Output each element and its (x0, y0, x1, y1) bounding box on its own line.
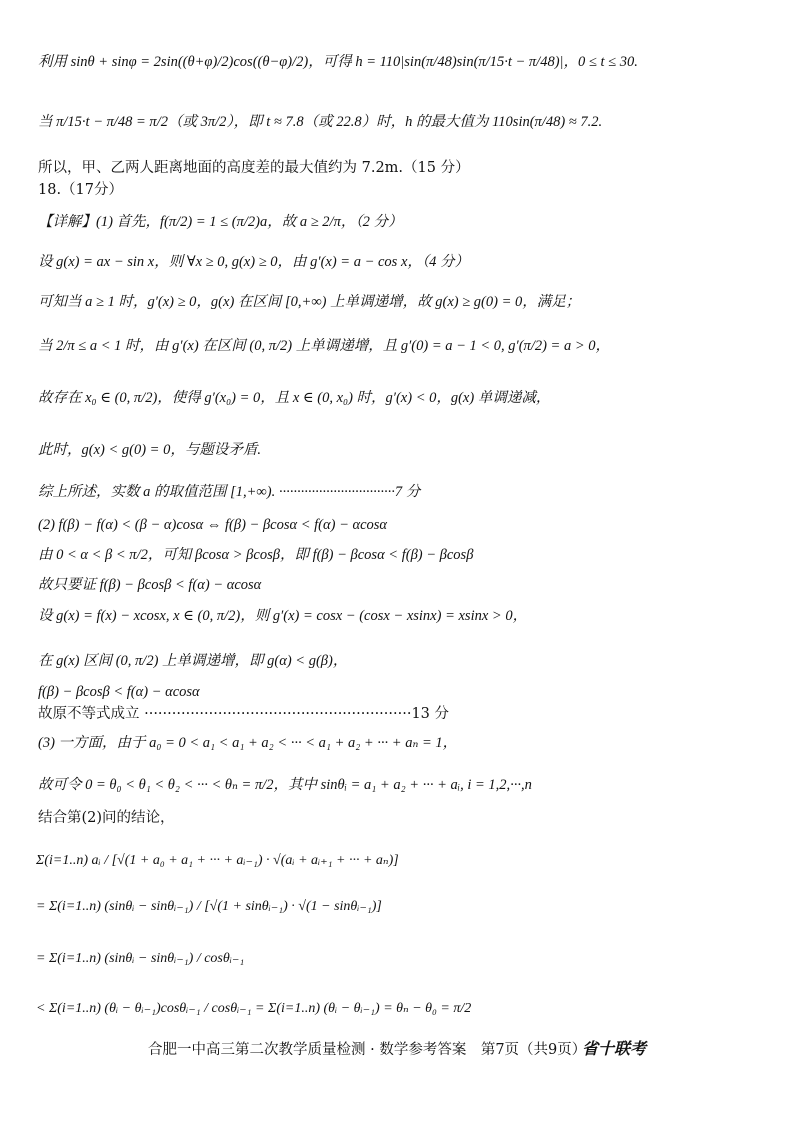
text-line: 综上所述，实数 a 的取值范围 [1,+∞). ································7 分 (38, 484, 421, 500)
text-line: 由 0 < α < β < π/2，可知 βcosα > βcosβ，即 f(β) − βcosα < f(β) − βcosβ (38, 547, 474, 563)
text-line: 此时，g(x) < g(0) = 0，与题设矛盾. (38, 442, 261, 458)
text-line: 故只要证 f(β) − βcosβ < f(α) − αcosα (38, 577, 262, 593)
text-line: 设 g(x) = f(x) − xcosx, x ∈ (0, π/2)，则 g′(x) = cosx − (cosx − xsinx) = xsinx > 0， (38, 608, 528, 624)
text-line: 在 g(x) 区间 (0, π/2) 上单调递增，即 g(α) < g(β)， (38, 653, 348, 669)
sum-expression: < Σ(i=1..n) (θᵢ − θᵢ₋₁)cosθᵢ₋₁ / cosθᵢ₋₁ = Σ(i=1..n) (θᵢ − θᵢ₋₁) = θₙ − θ₀ = π/2 (36, 1001, 472, 1016)
text-line: 故可令 0 = θ₀ < θ₁ < θ₂ < ··· < θₙ = π/2，其中 sinθᵢ = a₁ + a₂ + ··· + aᵢ, i = 1,2,···,n (38, 777, 532, 793)
brand-logo: 省十联考 (582, 1039, 647, 1058)
text-line: 18.（17分） (38, 182, 124, 198)
text-line: 利用 sinθ + sinφ = 2sin((θ+φ)/2)cos((θ−φ)/2)，可得 h = 110|sin(π/48)sin(π/15·t − π/48)|，0 ≤ t ≤ 30. (38, 54, 638, 70)
text-line: 结合第(2)问的结论， (38, 810, 175, 826)
text-line: 【详解】(1) 首先，f(π/2) = 1 ≤ (π/2)a，故 a ≥ 2/π，（2 分） (38, 214, 403, 230)
sum-expression: = Σ(i=1..n) (sinθᵢ − sinθᵢ₋₁) / cosθᵢ₋₁ (36, 951, 245, 966)
page-footer: 合肥一中高三第二次教学质量检测 · 数学参考答案 第7页（共9页） (148, 1042, 587, 1058)
text-line: 故存在 x₀ ∈ (0, π/2)，使得 g′(x₀) = 0，且 x ∈ (0, x₀) 时，g′(x) < 0，g(x) 单调递减， (38, 390, 551, 406)
sum-expression: Σ(i=1..n) aᵢ / [√(1 + a₀ + a₁ + ··· + aᵢ₋₁) · √(aᵢ + aᵢ₊₁ + ··· + aₙ)] (36, 853, 399, 868)
sum-expression: = Σ(i=1..n) (sinθᵢ − sinθᵢ₋₁) / [√(1 + sinθᵢ₋₁) · √(1 − sinθᵢ₋₁)] (36, 899, 382, 914)
text-line: 可知当 a ≥ 1 时，g′(x) ≥ 0，g(x) 在区间 [0,+∞) 上单调递增，故 g(x) ≥ g(0) = 0，满足； (38, 294, 581, 310)
text-line: 所以，甲、乙两人距离地面的高度差的最大值约为 7.2m.（15 分） (38, 160, 470, 176)
text-line: 当 π/15·t − π/48 = π/2（或 3π/2），即 t ≈ 7.8（或 22.8）时，h 的最大值为 110sin(π/48) ≈ 7.2. (38, 114, 603, 130)
text-line: 设 g(x) = ax − sin x，则 ∀x ≥ 0, g(x) ≥ 0，由 g′(x) = a − cos x，（4 分） (38, 254, 469, 270)
text-line: (3) 一方面，由于 a₀ = 0 < a₁ < a₁ + a₂ < ··· < a₁ + a₂ + ··· + aₙ = 1， (38, 735, 458, 751)
text-line: (2) f(β) − f(α) < (β − α)cosα ⇔ f(β) − βcosα < f(α) − αcosα (38, 517, 388, 533)
text-line: 故原不等式成立 ··························································13 分 (38, 706, 449, 722)
text-line: f(β) − βcosβ < f(α) − αcosα (38, 684, 200, 700)
text-line: 当 2/π ≤ a < 1 时，由 g′(x) 在区间 (0, π/2) 上单调递增，且 g′(0) = a − 1 < 0, g′(π/2) = a > 0， (38, 338, 610, 354)
